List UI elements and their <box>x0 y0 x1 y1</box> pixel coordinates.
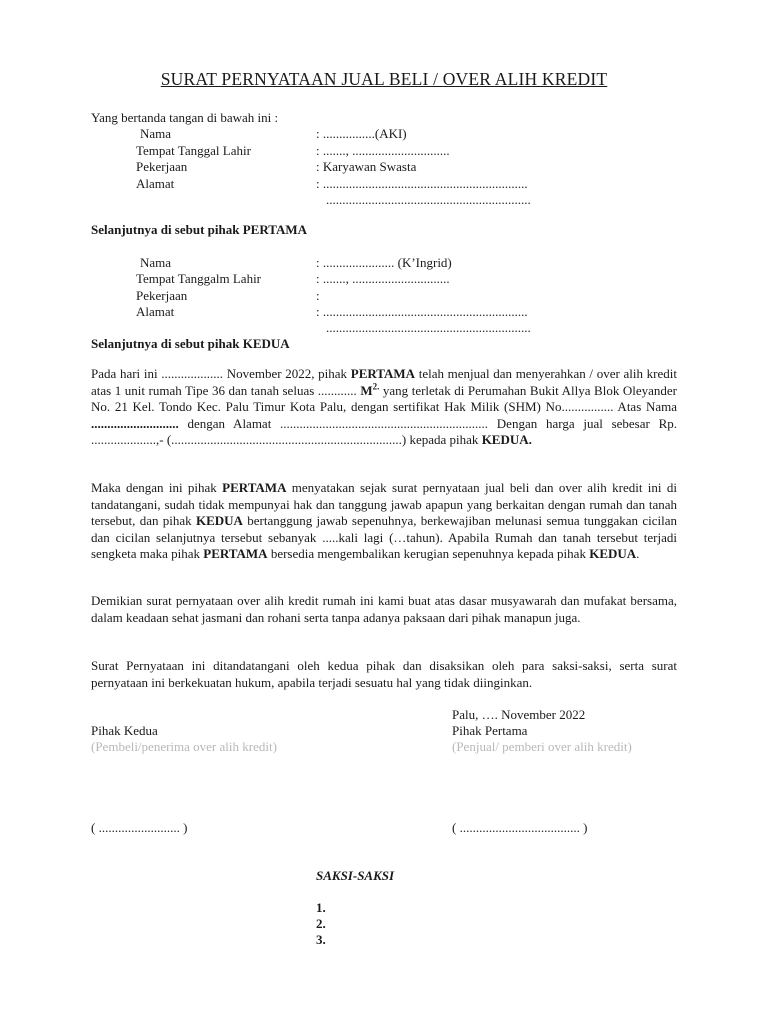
party1-name-label: Nama <box>140 126 172 141</box>
party2-job-label: Pekerjaan <box>136 288 188 303</box>
p2-kedua-1: KEDUA <box>195 513 243 528</box>
p1-atas-nama: ........................... <box>91 415 179 431</box>
party2-birth-value: : ......., .............................. <box>316 271 450 286</box>
witness-item-3: 3. <box>316 932 326 947</box>
party2-address-label: Alamat <box>136 304 175 319</box>
party2-name-value: : ...................... (K’Ingrid) <box>316 255 452 270</box>
p1-pertama: PERTAMA <box>350 366 416 381</box>
signer-right-role: (Penjual/ pemberi over alih kredit) <box>452 739 632 754</box>
p2-pertama-2: PERTAMA <box>203 546 268 561</box>
party2-address-value-line2: ............................................................... <box>326 320 531 335</box>
party1-name-value: : ................(AKI) <box>316 126 407 141</box>
witnesses-heading: SAKSI-SAKSI <box>316 868 395 883</box>
witness-item-2: 2. <box>316 916 326 931</box>
p1-text-f: yang terletak di Perumahan Bukit Allya Blok Oleyander No. 21 Kel. Tondo Kec. Palu Timur Kota Palu, dengan sertifikat Hak Milik (SHM) No................ Atas Nama <box>91 382 677 414</box>
p1-kedua: KEDUA. <box>481 432 532 447</box>
p1-text-a: Pada hari ini ................... November 2022, pihak <box>91 366 351 381</box>
p2-text-a: Maka dengan ini pihak <box>91 480 223 495</box>
p2-pertama-1: PERTAMA <box>222 480 287 495</box>
party2-address-value: : ............................................................... <box>316 304 528 319</box>
party1-address-label: Alamat <box>136 176 175 191</box>
p1-text-h: dengan Alamat ................................................................ Dengan harga jual sebesar Rp. ....................,- (.......................................................................) kepada pihak <box>91 415 677 447</box>
signer-left-line: ( ......................... ) <box>91 820 188 835</box>
signer-left-title: Pihak Kedua <box>91 723 158 738</box>
party1-address-value-line2: ............................................................... <box>326 192 531 207</box>
p1-m-sup: 2. <box>372 381 380 392</box>
signer-left-role: (Pembeli/penerima over alih kredit) <box>91 739 277 754</box>
paragraph-obligations <box>91 480 677 563</box>
party2-job-value: : <box>316 288 320 303</box>
party1-job-value: : Karyawan Swasta <box>316 159 417 174</box>
p1-text-c: telah menjual dan menyerahkan / over alih kredit atas 1 unit rumah Tipe 36 dan tanah seluas ............ <box>91 366 677 398</box>
paragraph-sale-terms <box>91 366 677 449</box>
document-title: SURAT PERNYATAAN JUAL BELI / OVER ALIH KREDIT <box>160 69 608 89</box>
p2-text-e: bertanggung jawab sepenuhnya, berkewajiban melunasi semua tunggakan cicilan dan cicilan selanjutnya tersebut sebanyak .....kali lagi (…tahun). Apabila Rumah dan tanah tersebut terjadi sengketa maka pihak <box>91 513 677 561</box>
party2-name-label: Nama <box>140 255 172 270</box>
party2-birth-label: Tempat Tanggalm Lahir <box>136 271 262 286</box>
p2-text-i: . <box>636 546 640 561</box>
party1-birth-label: Tempat Tanggal Lahir <box>136 143 251 158</box>
witness-item-1: 1. <box>316 900 326 915</box>
intro-text: Yang bertanda tangan di bawah ini : <box>91 110 279 125</box>
place-date: Palu, …. November 2022 <box>452 707 586 722</box>
paragraph-legal-force: Surat Pernyataan ini ditandatangani oleh kedua pihak dan disaksikan oleh para saksi-saksi, serta surat pernyataan ini berkekuatan hukum, apabila terjadi sesuatu hal yang tidak diinginkan. <box>91 658 677 690</box>
p1-m: M <box>360 382 373 398</box>
party1-job-label: Pekerjaan <box>136 159 188 174</box>
p2-text-c: menyatakan sejak surat pernyataan jual beli dan over alih kredit ini di tandatangani, sudah tidak mempunyai hak dan tanggung jawab apapun yang berkaitan dengan rumah dan tanah tersebut, dan pihak <box>91 480 677 528</box>
party2-caption: Selanjutnya di sebut pihak KEDUA <box>91 336 290 351</box>
party1-address-value: : ............................................................... <box>316 176 528 191</box>
p2-kedua-2: KEDUA <box>589 546 637 561</box>
signer-right-line: ( ..................................... ) <box>452 820 588 835</box>
party1-birth-value: : ......., .............................. <box>316 143 450 158</box>
signer-right-title: Pihak Pertama <box>452 723 528 738</box>
party1-caption: Selanjutnya di sebut pihak PERTAMA <box>91 222 308 237</box>
p2-text-g: bersedia mengembalikan kerugian sepenuhnya kepada pihak <box>267 546 590 561</box>
paragraph-agreement: Demikian surat pernyataan over alih kredit rumah ini kami buat atas dasar musyawarah dan mufakat bersama, dalam keadaan sehat jasmani dan rohani serta tanpa adanya paksaan dari pihak manapun juga. <box>91 593 677 625</box>
